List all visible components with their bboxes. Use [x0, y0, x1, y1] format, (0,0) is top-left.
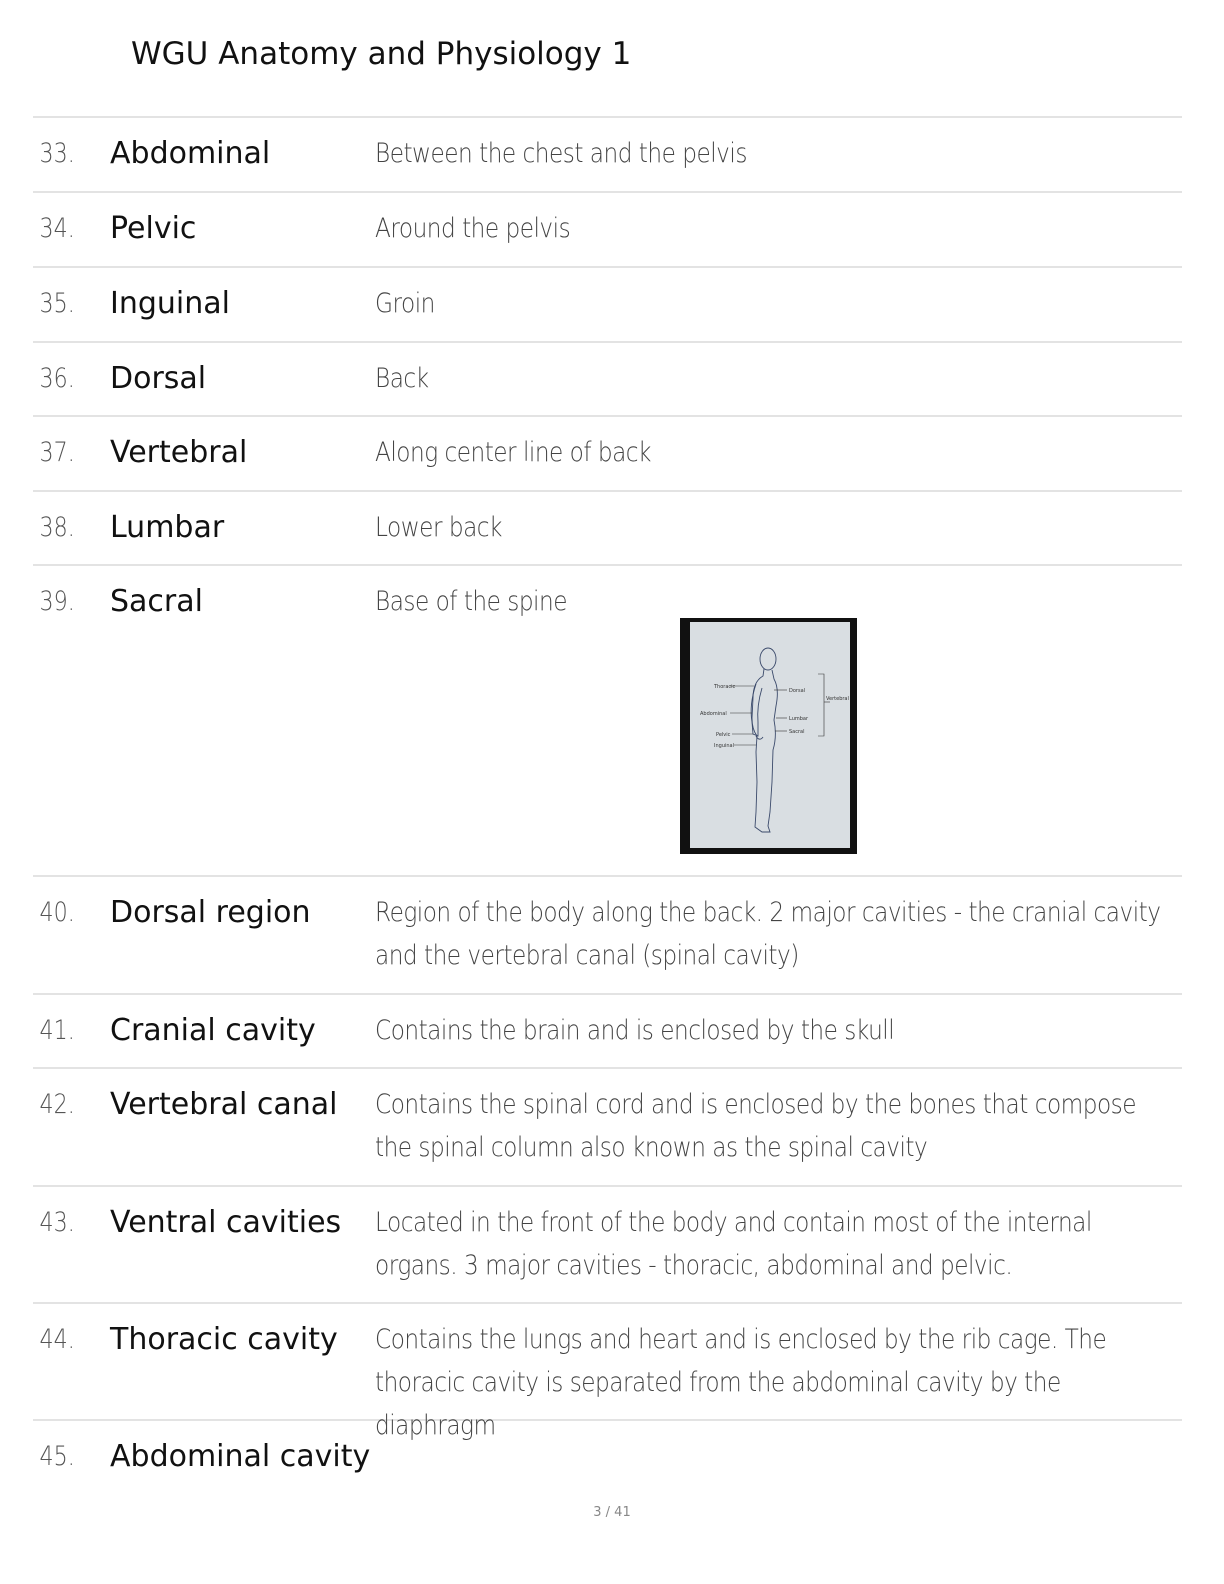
figure-label-abdominal: Abdominal — [700, 711, 727, 717]
page-indicator: 3 / 41 — [593, 1505, 631, 1520]
photo-paper — [690, 622, 850, 848]
card-definition: Contains the lungs and heart and is enclosed by the rib cage. The thoracic cavity is separated from the abdominal cavity by the diaphragm — [375, 1324, 1107, 1441]
card-term: Cranial cavity — [110, 1013, 316, 1048]
card-row — [33, 1187, 1182, 1304]
figure-label-dorsal: Dorsal — [789, 688, 806, 694]
card-row — [33, 268, 1182, 343]
card-term: Lumbar — [110, 510, 225, 545]
card-number: 39. — [39, 586, 75, 617]
card-number: 35. — [39, 288, 75, 319]
card-row — [33, 118, 1182, 193]
card-definition: Located in the front of the body and contain most of the internal organs. 3 major cavities - thoracic, abdominal and pelvic. — [375, 1207, 1092, 1281]
card-number: 34. — [39, 213, 75, 244]
card-definition: Along center line of back — [375, 437, 651, 468]
card-number: 41. — [39, 1015, 75, 1046]
card-term: Abdominal — [110, 136, 271, 171]
card-term: Ventral cavities — [110, 1205, 342, 1240]
card-definition: Lower back — [375, 512, 502, 543]
card-term: Inguinal — [110, 286, 230, 321]
card-term: Thoracic cavity — [110, 1322, 338, 1357]
figure-label-vertebral: Vertebral — [826, 696, 849, 702]
card-number: 33. — [39, 138, 75, 169]
card-row — [33, 343, 1182, 417]
card-row — [33, 1069, 1182, 1187]
card-definition: Contains the spinal cord and is enclosed by the bones that compose the spinal column also known as the spinal cavity — [375, 1089, 1137, 1163]
card-number: 36. — [39, 363, 75, 394]
card-row — [33, 417, 1182, 492]
card-term: Dorsal — [110, 361, 207, 396]
card-term: Vertebral — [110, 435, 248, 470]
card-number: 44. — [39, 1324, 75, 1355]
card-definition: Between the chest and the pelvis — [375, 138, 747, 169]
card-term: Abdominal cavity — [110, 1439, 371, 1474]
body-outline-figure — [690, 622, 850, 848]
body-regions-photo — [680, 618, 857, 854]
card-number: 37. — [39, 437, 75, 468]
figure-label-inguinal: Inguinal — [714, 743, 734, 749]
figure-label-thoracic: Thoracic — [714, 684, 736, 690]
card-definition: Contains the brain and is enclosed by the skull — [375, 1015, 895, 1046]
card-row — [33, 566, 1182, 877]
card-term: Dorsal region — [110, 895, 311, 930]
card-term: Sacral — [110, 584, 203, 619]
card-definition: Base of the spine — [375, 586, 567, 617]
card-term: Vertebral canal — [110, 1087, 338, 1122]
card-number: 38. — [39, 512, 75, 543]
card-number: 43. — [39, 1207, 75, 1238]
card-definition: Groin — [375, 288, 435, 319]
card-definition: Around the pelvis — [375, 213, 571, 244]
card-number: 45. — [39, 1441, 75, 1472]
card-row — [33, 1304, 1182, 1441]
figure-label-lumbar: Lumbar — [789, 716, 809, 722]
card-row — [33, 995, 1182, 1069]
card-definition: Region of the body along the back. 2 major cavities - the cranial cavity and the vertebral canal (spinal cavity) — [375, 897, 1161, 971]
card-row — [33, 877, 1182, 995]
card-definition: Back — [375, 363, 429, 394]
card-term: Pelvic — [110, 211, 197, 246]
card-number: 42. — [39, 1089, 75, 1120]
document-title: WGU Anatomy and Physiology 1 — [131, 36, 632, 72]
card-number: 40. — [39, 897, 75, 928]
flashcard-list — [33, 116, 1182, 1495]
card-row — [33, 492, 1182, 566]
figure-label-pelvic: Pelvic — [716, 732, 731, 738]
card-row — [33, 193, 1182, 268]
figure-label-sacral: Sacral — [789, 729, 805, 735]
